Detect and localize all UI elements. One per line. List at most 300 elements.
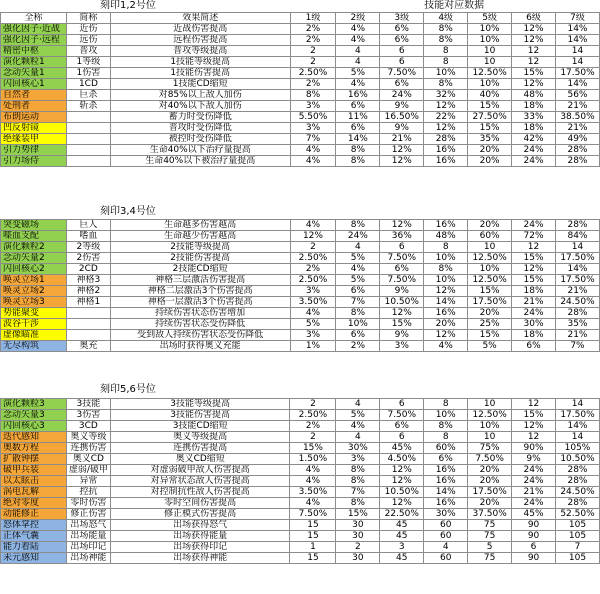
level-value-cell: 4.50% — [380, 454, 424, 465]
level-value-cell: 15% — [290, 443, 336, 454]
level-value-cell: 16% — [424, 465, 468, 476]
level-value-cell: 5% — [468, 341, 512, 352]
row-name: 演化颗粒2 — [1, 242, 67, 253]
level-value-cell: 12.50% — [468, 253, 512, 264]
level-value-cell: 2.50% — [290, 253, 336, 264]
level-value-cell: 20% — [468, 220, 512, 231]
level-value-cell: 105 — [555, 553, 599, 564]
header-name: 全称 — [1, 13, 67, 24]
row-abbr — [66, 308, 110, 319]
level-value-cell: 12% — [380, 220, 424, 231]
level-value-cell: 12% — [380, 308, 424, 319]
row-abbr: 奥义CD — [66, 454, 110, 465]
level-value-cell: 15% — [512, 275, 556, 286]
level-value-cell: 84% — [555, 231, 599, 242]
level-value-cell: 14% — [424, 297, 468, 308]
level-value-cell: 28% — [555, 308, 599, 319]
level-value-cell: 16% — [424, 476, 468, 487]
row-effect: 修正模式伤害提高 — [110, 509, 290, 520]
table-row — [1, 443, 600, 454]
level-value-cell: 30 — [336, 531, 380, 542]
level-value-cell: 75 — [468, 531, 512, 542]
level-value-cell: 2 — [290, 399, 336, 410]
level-value-cell: 45 — [380, 553, 424, 564]
level-value-cell: 8% — [336, 465, 380, 476]
header-level: 5级 — [468, 13, 512, 24]
level-value-cell: 10% — [468, 24, 512, 35]
level-value-cell: 24.50% — [555, 297, 599, 308]
table-row — [1, 553, 600, 564]
row-name: 引力势律 — [1, 145, 67, 156]
level-value-cell: 2% — [336, 341, 380, 352]
level-value-cell: 20% — [468, 156, 512, 167]
level-value-cell: 6% — [380, 24, 424, 35]
row-effect: 2技能伤害提高 — [110, 253, 290, 264]
level-value-cell: 8 — [424, 432, 468, 443]
row-effect: 2技能CD缩短 — [110, 264, 290, 275]
level-value-cell: 21% — [555, 123, 599, 134]
level-value-cell: 21% — [512, 297, 556, 308]
level-value-cell: 4 — [336, 432, 380, 443]
level-value-cell: 12% — [424, 286, 468, 297]
level-value-cell: 12% — [512, 24, 556, 35]
level-value-cell: 4 — [336, 399, 380, 410]
level-value-cell: 20% — [468, 145, 512, 156]
level-value-cell: 28% — [555, 465, 599, 476]
level-value-cell: 4% — [336, 24, 380, 35]
level-value-cell: 32% — [424, 90, 468, 101]
header-level: 4级 — [424, 13, 468, 24]
row-effect: 1技能伤害提高 — [110, 68, 290, 79]
level-value-cell: 60 — [424, 531, 468, 542]
level-value-cell: 10 — [468, 57, 512, 68]
level-value-cell: 4% — [290, 498, 336, 509]
level-value-cell: 5% — [336, 410, 380, 421]
row-abbr: 控抗 — [66, 487, 110, 498]
level-value-cell: 9% — [380, 286, 424, 297]
level-value-cell: 7.50% — [290, 509, 336, 520]
table-row — [1, 319, 600, 330]
level-value-cell: 30 — [336, 553, 380, 564]
table-row — [1, 220, 600, 231]
row-effect: 神格一层激活3个伤害提高 — [110, 297, 290, 308]
level-value-cell: 30% — [336, 443, 380, 454]
section-2-title-bar — [100, 206, 156, 218]
section-3-title: 刻印5,6号位 — [100, 384, 156, 395]
level-value-cell: 12% — [424, 101, 468, 112]
row-effect: 生命40%以下被治疗量提高 — [110, 156, 290, 167]
level-value-cell: 9% — [512, 454, 556, 465]
row-effect: 远程伤害提高 — [110, 35, 290, 46]
level-value-cell: 12% — [512, 79, 556, 90]
level-value-cell: 20% — [468, 476, 512, 487]
row-effect: 1技能CD缩短 — [110, 79, 290, 90]
row-abbr: 零时伤害 — [66, 498, 110, 509]
level-value-cell: 4 — [336, 46, 380, 57]
level-value-cell: 75% — [468, 443, 512, 454]
level-value-cell: 15% — [468, 101, 512, 112]
row-effect: 对40%以下敌人加伤 — [110, 101, 290, 112]
level-value-cell: 3.50% — [290, 487, 336, 498]
level-value-cell: 15% — [468, 330, 512, 341]
row-name: 突变磁场 — [1, 220, 67, 231]
level-value-cell: 8% — [336, 476, 380, 487]
table-row — [1, 454, 600, 465]
row-effect: 连携伤害提高 — [110, 443, 290, 454]
level-value-cell: 10 — [468, 432, 512, 443]
level-value-cell: 10% — [424, 253, 468, 264]
level-value-cell: 6% — [336, 286, 380, 297]
level-value-cell: 8% — [424, 421, 468, 432]
table-row — [1, 476, 600, 487]
level-value-cell: 15% — [512, 68, 556, 79]
section-2-table — [0, 219, 600, 352]
row-name: 唤灵立场3 — [1, 297, 67, 308]
level-value-cell: 3% — [290, 123, 336, 134]
row-name: 未元感知 — [1, 553, 67, 564]
level-value-cell: 60% — [424, 443, 468, 454]
level-value-cell: 14% — [424, 487, 468, 498]
level-value-cell: 24% — [512, 465, 556, 476]
row-name: 念动矢量3 — [1, 410, 67, 421]
row-effect: 对异常状态敌人伤害提高 — [110, 476, 290, 487]
table-row — [1, 421, 600, 432]
level-value-cell: 12% — [290, 231, 336, 242]
level-value-cell: 60% — [468, 231, 512, 242]
level-value-cell: 4% — [290, 308, 336, 319]
level-value-cell: 60 — [424, 520, 468, 531]
row-name: 强化因子·远程 — [1, 35, 67, 46]
row-effect: 出场获得神能 — [110, 553, 290, 564]
level-value-cell: 10% — [468, 421, 512, 432]
row-effect: 普攻时受伤降低 — [110, 123, 290, 134]
table-row — [1, 156, 600, 167]
row-abbr: 神格2 — [66, 286, 110, 297]
level-value-cell: 3% — [290, 101, 336, 112]
row-effect: 生命越少伤害越高 — [110, 231, 290, 242]
level-value-cell: 6 — [380, 399, 424, 410]
level-value-cell: 21% — [555, 101, 599, 112]
level-value-cell: 15% — [468, 286, 512, 297]
table-row — [1, 330, 600, 341]
row-name: 动能修正 — [1, 509, 67, 520]
level-value-cell: 90 — [512, 520, 556, 531]
row-abbr: 嗜血 — [66, 231, 110, 242]
level-value-cell: 4% — [336, 35, 380, 46]
level-value-cell: 4 — [424, 542, 468, 553]
level-value-cell: 14% — [555, 79, 599, 90]
level-value-cell: 15 — [290, 553, 336, 564]
level-value-cell: 8 — [424, 242, 468, 253]
level-value-cell: 25% — [468, 319, 512, 330]
level-value-cell: 17.50% — [555, 275, 599, 286]
row-abbr: 巨人 — [66, 220, 110, 231]
row-name: 念动矢量2 — [1, 253, 67, 264]
table-row — [1, 487, 600, 498]
level-value-cell: 12% — [512, 421, 556, 432]
level-value-cell: 17.50% — [555, 253, 599, 264]
level-value-cell: 21% — [380, 134, 424, 145]
level-value-cell: 52.50% — [555, 509, 599, 520]
row-effect: 普攻等级提高 — [110, 46, 290, 57]
level-value-cell: 7.50% — [380, 410, 424, 421]
level-value-cell: 7 — [555, 542, 599, 553]
level-value-cell: 30 — [336, 520, 380, 531]
row-abbr: 2CD — [66, 264, 110, 275]
level-value-cell: 6% — [380, 35, 424, 46]
section-3-title-bar — [100, 384, 156, 396]
row-effect: 持续伤害状态受伤降低 — [110, 319, 290, 330]
level-value-cell: 4% — [336, 421, 380, 432]
row-name: 绝对零度 — [1, 498, 67, 509]
level-value-cell: 3 — [380, 542, 424, 553]
row-name: 势能聚变 — [1, 308, 67, 319]
level-value-cell: 10% — [336, 319, 380, 330]
level-value-cell: 3.50% — [290, 297, 336, 308]
row-abbr: 斩杀 — [66, 101, 110, 112]
row-name: 自然者 — [1, 90, 67, 101]
level-value-cell: 10% — [468, 35, 512, 46]
row-effect: 神格二层激活3个伤害提高 — [110, 286, 290, 297]
level-value-cell: 18% — [512, 286, 556, 297]
level-value-cell: 24% — [512, 156, 556, 167]
level-value-cell: 28% — [424, 134, 468, 145]
level-value-cell: 12 — [512, 57, 556, 68]
level-value-cell: 28% — [555, 476, 599, 487]
table-row — [1, 253, 600, 264]
level-value-cell: 14 — [555, 57, 599, 68]
level-value-cell: 9% — [380, 123, 424, 134]
row-effect: 生命越多伤害越高 — [110, 220, 290, 231]
table-row — [1, 101, 600, 112]
level-value-cell: 2 — [336, 542, 380, 553]
level-value-cell: 8% — [424, 264, 468, 275]
row-name: 喋血支配 — [1, 231, 67, 242]
level-value-cell: 3% — [290, 330, 336, 341]
level-value-cell: 6% — [380, 264, 424, 275]
level-value-cell: 15 — [290, 531, 336, 542]
row-effect: 出场获得印记 — [110, 542, 290, 553]
level-value-cell: 75 — [468, 553, 512, 564]
table-row — [1, 341, 600, 352]
table-row — [1, 465, 600, 476]
table-row — [1, 242, 600, 253]
row-name: 布朗运动 — [1, 112, 67, 123]
row-effect: 近战伤害提高 — [110, 24, 290, 35]
row-abbr: 奥义等级 — [66, 432, 110, 443]
level-value-cell: 24% — [512, 476, 556, 487]
level-value-cell: 8% — [424, 79, 468, 90]
level-value-cell: 8% — [290, 90, 336, 101]
table-row — [1, 24, 600, 35]
level-value-cell: 21% — [512, 487, 556, 498]
level-value-cell: 6 — [380, 242, 424, 253]
level-value-cell: 12% — [380, 156, 424, 167]
level-value-cell: 18% — [512, 101, 556, 112]
row-name: 无尽构筑 — [1, 341, 67, 352]
level-value-cell: 28% — [555, 220, 599, 231]
level-value-cell: 48% — [512, 90, 556, 101]
level-value-cell: 8% — [336, 145, 380, 156]
level-value-cell: 45 — [380, 531, 424, 542]
level-value-cell: 16% — [424, 308, 468, 319]
level-value-cell: 1% — [290, 341, 336, 352]
level-value-cell: 30% — [424, 509, 468, 520]
row-name: 以太眩击 — [1, 476, 67, 487]
level-value-cell: 8% — [424, 24, 468, 35]
table-row — [1, 112, 600, 123]
level-value-cell: 18% — [512, 330, 556, 341]
header-row — [1, 13, 600, 24]
row-abbr — [66, 145, 110, 156]
level-value-cell: 12% — [380, 145, 424, 156]
table-row — [1, 308, 600, 319]
level-value-cell: 18% — [512, 123, 556, 134]
row-abbr: 出场印记 — [66, 542, 110, 553]
level-value-cell: 6% — [512, 341, 556, 352]
row-abbr: 神格3 — [66, 275, 110, 286]
level-value-cell: 56% — [555, 90, 599, 101]
row-name: 扩散钟摆 — [1, 454, 67, 465]
row-abbr: 近伤 — [66, 24, 110, 35]
table-row — [1, 123, 600, 134]
level-value-cell: 24.50% — [555, 487, 599, 498]
level-value-cell: 45 — [380, 520, 424, 531]
level-value-cell: 12% — [380, 465, 424, 476]
row-effect: 零时空间伤害提高 — [110, 498, 290, 509]
level-value-cell: 12% — [380, 476, 424, 487]
level-value-cell: 10% — [424, 410, 468, 421]
row-abbr: 连携伤害 — [66, 443, 110, 454]
row-abbr: 出场怒气 — [66, 520, 110, 531]
row-effect: 出场获得怒气 — [110, 520, 290, 531]
row-name: 奥数方程 — [1, 443, 67, 454]
level-value-cell: 5 — [468, 542, 512, 553]
level-value-cell: 6% — [336, 330, 380, 341]
table-row — [1, 286, 600, 297]
level-value-cell: 28% — [555, 156, 599, 167]
level-value-cell: 12% — [424, 123, 468, 134]
row-abbr — [66, 156, 110, 167]
header-effect: 效果简述 — [110, 13, 290, 24]
row-abbr: 远伤 — [66, 35, 110, 46]
level-value-cell: 28% — [555, 145, 599, 156]
row-name: 念动矢量1 — [1, 68, 67, 79]
level-value-cell: 22% — [424, 112, 468, 123]
level-value-cell: 4% — [290, 145, 336, 156]
row-abbr: 出场能量 — [66, 531, 110, 542]
level-value-cell: 4% — [336, 79, 380, 90]
row-name: 处刑者 — [1, 101, 67, 112]
section-1-table — [0, 12, 600, 167]
level-value-cell: 17.50% — [468, 297, 512, 308]
level-value-cell: 11% — [336, 112, 380, 123]
level-value-cell: 2% — [290, 24, 336, 35]
level-value-cell: 8 — [424, 46, 468, 57]
level-value-cell: 8% — [336, 498, 380, 509]
level-value-cell: 15% — [380, 319, 424, 330]
level-value-cell: 36% — [380, 231, 424, 242]
row-abbr — [66, 134, 110, 145]
row-abbr: 1等级 — [66, 57, 110, 68]
table-row — [1, 432, 600, 443]
level-value-cell: 24% — [512, 308, 556, 319]
level-value-cell: 8% — [336, 156, 380, 167]
level-value-cell: 35% — [555, 319, 599, 330]
row-abbr: 3CD — [66, 421, 110, 432]
level-value-cell: 33% — [512, 112, 556, 123]
level-value-cell: 72% — [512, 231, 556, 242]
row-effect: 2技能等级提高 — [110, 242, 290, 253]
level-value-cell: 9% — [380, 330, 424, 341]
level-value-cell: 1 — [290, 542, 336, 553]
level-value-cell: 2.50% — [290, 275, 336, 286]
table-row — [1, 520, 600, 531]
level-value-cell: 12 — [512, 242, 556, 253]
level-value-cell: 15% — [512, 253, 556, 264]
level-value-cell: 6% — [380, 79, 424, 90]
row-abbr: 2等级 — [66, 242, 110, 253]
row-effect: 受到敌人持续伤害状态受伤降低 — [110, 330, 290, 341]
row-abbr: 普攻 — [66, 46, 110, 57]
row-name: 闪回核心3 — [1, 421, 67, 432]
level-value-cell: 75 — [468, 520, 512, 531]
level-value-cell: 7.50% — [468, 454, 512, 465]
level-value-cell: 24% — [512, 220, 556, 231]
table-row — [1, 297, 600, 308]
table-row — [1, 231, 600, 242]
level-value-cell: 27.50% — [468, 112, 512, 123]
level-value-cell: 24% — [380, 90, 424, 101]
level-value-cell: 6% — [336, 123, 380, 134]
row-name: 演化颗粒1 — [1, 57, 67, 68]
level-value-cell: 4 — [336, 242, 380, 253]
level-value-cell: 14% — [555, 24, 599, 35]
level-value-cell: 2 — [290, 46, 336, 57]
level-value-cell: 12.50% — [468, 275, 512, 286]
row-effect: 3技能等级提高 — [110, 399, 290, 410]
header-level: 7级 — [555, 13, 599, 24]
level-value-cell: 2.50% — [290, 68, 336, 79]
row-name: 闪回核心2 — [1, 264, 67, 275]
level-value-cell: 42% — [512, 134, 556, 145]
level-value-cell: 15% — [468, 123, 512, 134]
level-value-cell: 2% — [290, 35, 336, 46]
table-row — [1, 145, 600, 156]
row-abbr: 修正伤害 — [66, 509, 110, 520]
row-name: 强化因子·近战 — [1, 24, 67, 35]
level-value-cell: 8% — [424, 35, 468, 46]
level-value-cell: 3% — [336, 454, 380, 465]
level-value-cell: 10 — [468, 242, 512, 253]
level-value-cell: 7% — [336, 487, 380, 498]
row-abbr: 奥充 — [66, 341, 110, 352]
row-name: 闪回核心1 — [1, 79, 67, 90]
row-effect: 蓄力时受伤降低 — [110, 112, 290, 123]
row-abbr: 2伤害 — [66, 253, 110, 264]
level-value-cell: 14 — [555, 242, 599, 253]
level-value-cell: 4% — [290, 156, 336, 167]
row-effect: 对控制抗性敌人伤害提高 — [110, 487, 290, 498]
table-row — [1, 134, 600, 145]
level-value-cell: 24% — [512, 498, 556, 509]
level-value-cell: 10.50% — [555, 454, 599, 465]
level-value-cell: 16% — [336, 90, 380, 101]
level-value-cell: 14% — [336, 134, 380, 145]
level-value-cell: 21% — [555, 330, 599, 341]
level-value-cell: 20% — [468, 308, 512, 319]
level-value-cell: 10% — [468, 264, 512, 275]
